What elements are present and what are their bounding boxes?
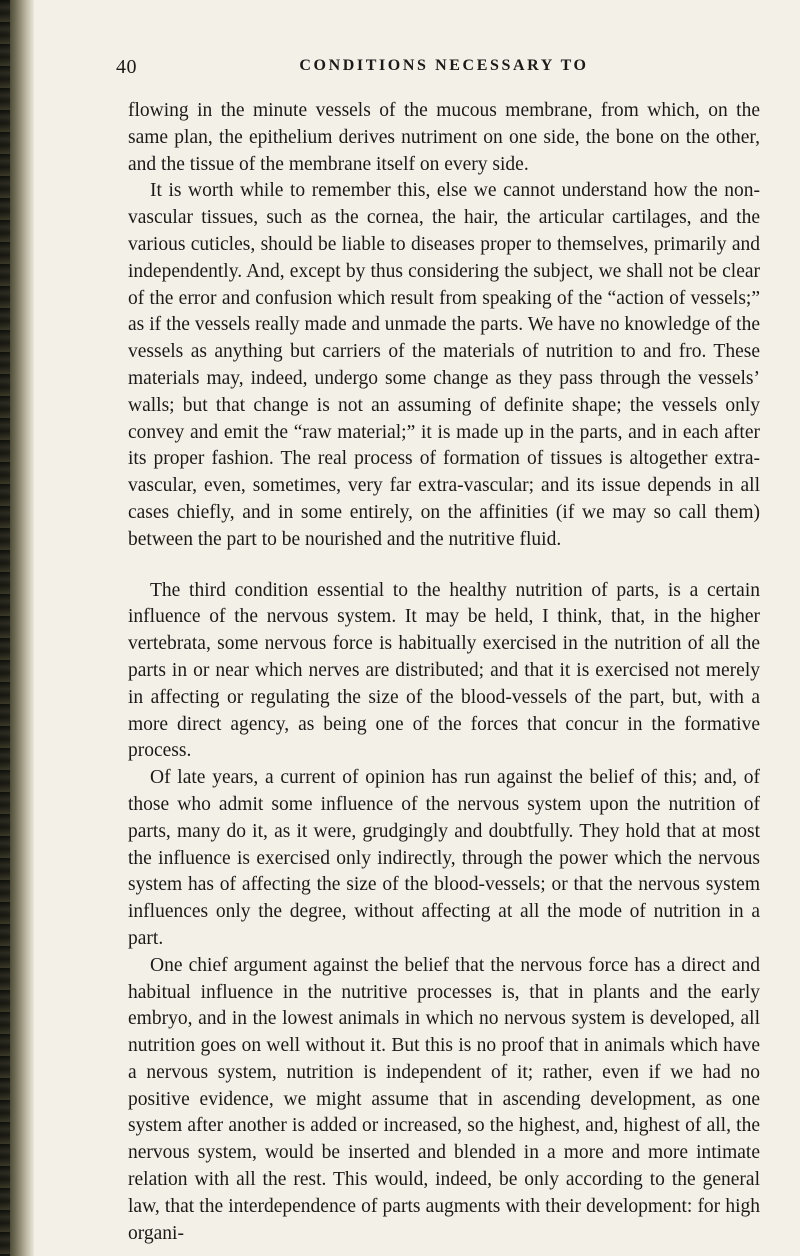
running-head [116, 56, 760, 86]
running-header-title: CONDITIONS NECESSARY TO [299, 57, 589, 74]
page-number: 40 [116, 56, 137, 78]
paragraph-current-opinion: Of late years, a current of opinion has run against the belief of this; and, of those who admit some influence of the nervous system upon the nutrition of parts, many do it, as it were, grudgingly and doubtfully. They hold that at most the influence is exercised only indirectly, through the power which the nervous system has of affecting the size of the blood-vessels; or that the nervous system influences only the degree, without affecting at all the mode of nutrition in a part. [128, 767, 760, 949]
paragraph-continuation: flowing in the minute vessels of the mucous membrane, from which, on the same plan, the epithelium derives nutriment on one side, the bone on the other, and the tissue of the membrane itself on every side. [128, 100, 760, 175]
book-page [116, 56, 760, 1247]
book-binding-edge [0, 0, 10, 1256]
paragraph-chief-argument: One chief argument against the belief that the nervous force has a direct and habitual influence in the nutritive processes is, that in plants and the early embryo, and in the lowest animals in which no nervous system is developed, all nutrition goes on well without it. But this is no proof that in animals which have a nervous system, nutrition is independent of it; rather, even if we had no positive evidence, we might assume that in ascending development, as one system after another is added or increased, so the highest, and, highest of all, the nervous system, would be inserted and blended in a more and more intimate relation with all the rest. This would, indeed, be only according to the general law, that the interdependence of parts augments with their development: for high organi- [128, 954, 760, 1244]
paragraph-non-vascular-tissues: It is worth while to remember this, else we cannot understand how the non-vascular tissues, such as the cornea, the hair, the articular cartilages, and the various cuticles, should be liable to diseases proper to themselves, primarily and independently. And, except by thus considering the subject, we shall not be clear of the error and confusion which result from speaking of the “action of vessels;” as if the vessels really made and unmade the parts. We have no knowledge of the vessels as anything but carriers of the materials of nutrition to and fro. These materials may, indeed, undergo some change as they pass through the vessels’ walls; but that change is not an assuming of definite shape; the vessels only convey and emit the “raw material;” it is made up in the parts, and in each after its proper fashion. The real process of formation of tissues is altogether extra-vascular, even, sometimes, very far extra-vascular; and its issue depends in all cases chiefly, and in some entirely, on the affinities (if we may so call them) between the part to be nourished and the nutritive fluid. [128, 180, 760, 550]
paragraph-third-condition: The third condition essential to the healthy nutrition of parts, is a certain influence of the nervous system. It may be held, I think, that, in the higher vertebrata, some nervous force is habitually exercised in the nutrition of all the parts in or near which nerves are distributed; and that it is exercised not merely in affecting or regulating the size of the blood-vessels of the part, but, with a more direct agency, as being one of the forces that concur in the formative process. [128, 579, 760, 762]
